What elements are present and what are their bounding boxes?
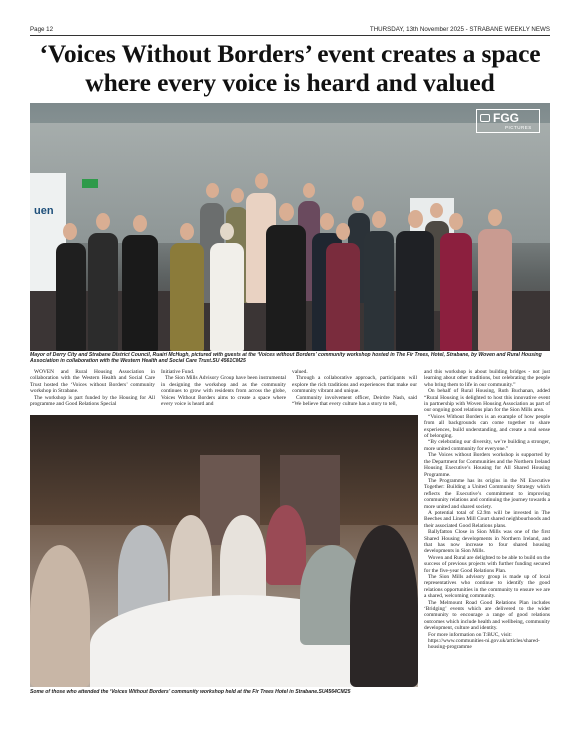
header-rule — [30, 35, 550, 36]
person-head — [133, 215, 147, 232]
paragraph: “By celebrating our diversity, we’re building a stronger, more united community for everyone.” — [424, 439, 550, 452]
paragraph: and this workshop is about building bridges - not just learning about other traditions, but celebrating the people who bring them to life in our community.” — [424, 369, 550, 388]
person-head — [63, 223, 77, 240]
person-head — [180, 223, 194, 240]
article-column-2 — [161, 369, 286, 407]
person — [56, 243, 86, 351]
attendee — [220, 515, 266, 605]
paragraph: A potential total of £2.9m will be invested in The Beeches and Linen Mill Court shared neighbourhoods and their associated Good Relations plans. — [424, 509, 550, 529]
edition-line: THURSDAY, 13th November 2025 - STRABANE WEEKLY NEWS — [369, 26, 550, 33]
person — [326, 243, 360, 351]
paragraph: Initiative Fund. — [161, 369, 195, 375]
paragraph: The Programme has its origins in the NI Executive Together: Building a United Community Strategy which reflects the Executive’s commitment to improving community relations and continuing the journey towards a more united and shared society. — [424, 477, 550, 510]
person — [88, 233, 118, 351]
paragraph: The Melmount Road Good Relations Plan includes ‘Bridging’ events which are delivered to the wider community to encourage a range of good relations outcomes which include health and wellbeing, community development, culture and identity. — [424, 599, 550, 632]
paragraph: Community involvement officer, Deirdre Nash, said “We believe that every culture has a story to tell, — [292, 394, 417, 408]
person-head — [255, 173, 268, 189]
paragraph: For more information on T:BUC, visit: — [428, 631, 512, 638]
paragraph: The Sion Mills advisory group is made up of local representatives who continue to identify the good relations opportunities in the community to ensure we are a shared, welcoming community. — [424, 574, 550, 600]
person — [396, 231, 434, 351]
paragraph: valued. — [292, 369, 308, 375]
attendee — [170, 515, 212, 605]
paragraph: The workshop is part funded by the Housing for All programme and Good Relations Special — [30, 394, 155, 408]
page-number: Page 12 — [30, 26, 54, 33]
person-head — [279, 203, 294, 221]
paragraph: The Sion Mills Advisory Group have been instrumental in designing the workshop and as the community continues to grow with residents from across the globe, Voices Without Borders aims to create a space where every voice is heard and — [161, 375, 286, 408]
attendee — [350, 525, 418, 687]
person-head — [96, 213, 110, 230]
person-head — [449, 213, 463, 230]
paragraph: On behalf of Rural Housing, Ruth Buchanan, added “Rural Housing is delighted to host this innovative event in partnership with Woven Housing Association as part of our ongoing good relations plan for the Sion Mills area. — [424, 388, 550, 414]
person — [266, 225, 306, 351]
group-photo — [30, 103, 550, 351]
person — [364, 231, 394, 351]
person-head — [488, 209, 502, 226]
person — [210, 243, 244, 351]
person-head — [352, 196, 364, 211]
person-head — [336, 223, 350, 240]
person-head — [320, 213, 334, 230]
person-head — [430, 203, 443, 218]
workshop-photo — [30, 415, 418, 687]
paragraph: WOVEN and Rural Housing Association in collaboration with the Western Health and Social Care Trust hosted the ‘Voices without Borders’ community workshop in Strabane. — [30, 369, 155, 395]
article-column-4 — [424, 369, 550, 651]
paragraph: Ballyfatton Close in Sion Mills was one of the first Shared Housing developments in Northern Ireland, and that has now increase to four shared housing developments in Sion Mills. — [424, 529, 550, 555]
person-head — [231, 188, 244, 203]
logo-subtext: PICTURES — [505, 125, 532, 130]
person — [122, 235, 158, 351]
photo-caption-1: Mayor of Derry City and Strabane District Council, Ruairí McHugh, pictured with guests at the ‘Voices without Borders’ community workshop hosted in The Fir Trees, Hotel, Strabane, by Woven and Rural Housing Association in collaboration with the Western Health and Social Care Trust.SU 4561CM25 — [30, 352, 542, 365]
banner-text: uen — [34, 205, 54, 217]
attendee — [266, 505, 306, 585]
headline: ‘Voices Without Borders’ event creates a space where every voice is heard and valued — [39, 39, 541, 97]
logo-text: FGG — [493, 111, 519, 125]
person-head — [408, 210, 423, 228]
person-head — [206, 183, 219, 198]
camera-icon — [480, 114, 490, 122]
photographer-logo — [476, 109, 540, 133]
paragraph: “Voices Without Borders is an example of how people from all backgrounds can come together to share experiences, build understanding, and create a real sense of belonging. — [424, 413, 550, 440]
person-head — [220, 223, 234, 240]
info-link[interactable]: https://www.communities-ni.gov.uk/articles/shared-housing-programme — [428, 638, 540, 651]
article-column-3 — [292, 369, 417, 407]
person-head — [372, 211, 386, 228]
photo-caption-2: Some of those who attended the ‘Voices Without Borders’ community workshop held at the Fir Trees Hotel in Strabane.SU4564CM25 — [30, 689, 351, 695]
attendee — [30, 545, 90, 687]
paragraph: The Voices without Borders workshop is supported by the Department for Communities and the Northern Ireland Housing Executive’s Housing for All Shared Housing Programme. — [424, 452, 550, 478]
paragraph: Through a collaborative approach, participants will explore the rich traditions and experiences that make our community vibrant and unique. — [292, 375, 417, 395]
person — [478, 229, 512, 351]
person-head — [303, 183, 315, 198]
article-column-1 — [30, 369, 155, 407]
person — [440, 233, 472, 351]
paragraph: Woven and Rural are delighted to be able to build on the success of previous projects with further funding secured for the five-year Good Relations Plan. — [424, 554, 550, 574]
person — [170, 243, 204, 351]
exit-sign — [82, 179, 98, 188]
